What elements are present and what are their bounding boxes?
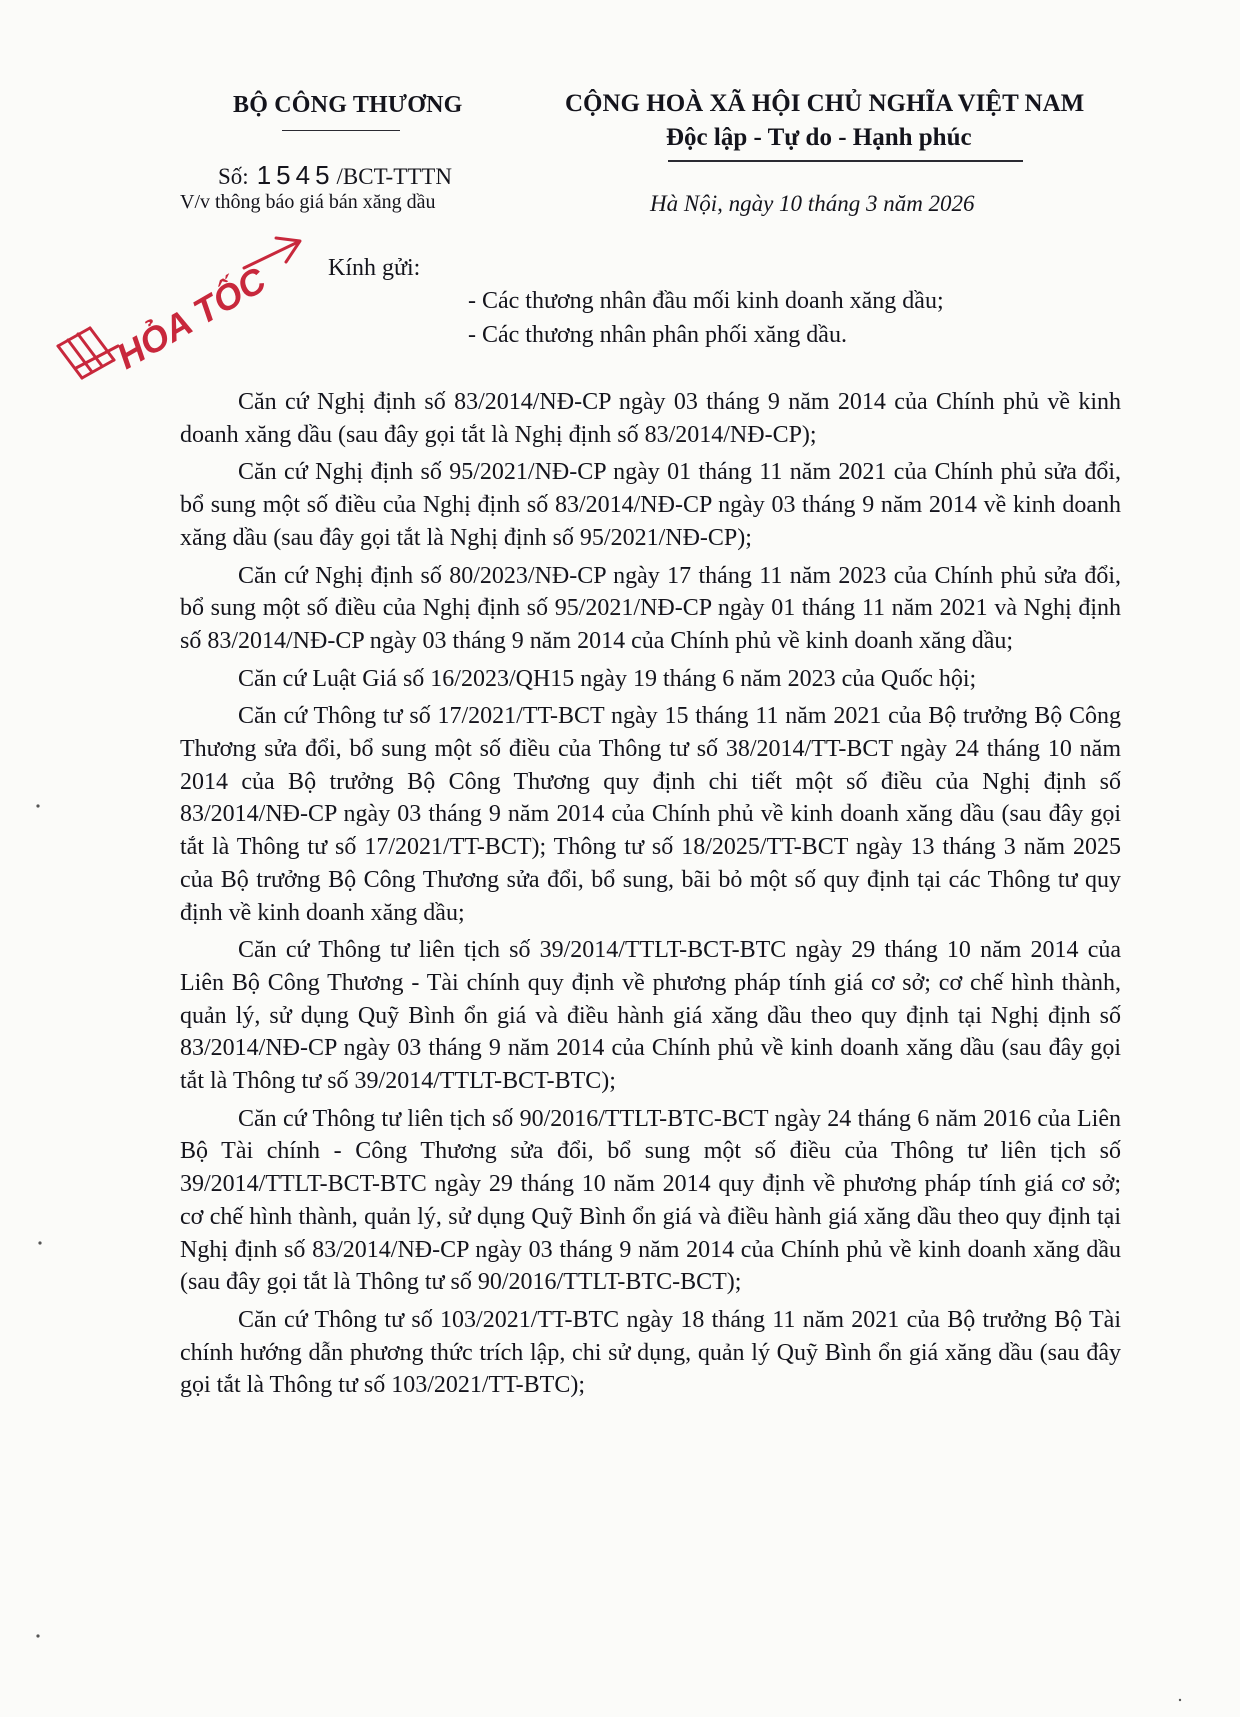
doc-number-value: 1545 [256, 160, 335, 190]
document-number [218, 160, 452, 191]
recipient-item: - Các thương nhân đầu mối kinh doanh xăng dầu; [468, 288, 944, 314]
motto-underline [668, 160, 1023, 162]
agency-underline [282, 130, 400, 131]
legal-basis-paragraph: Căn cứ Thông tư liên tịch số 39/2014/TTLT-BCT-BTC ngày 29 tháng 10 năm 2014 của Liên Bộ Công Thương - Tài chính quy định về phương pháp tính giá cơ sở; cơ chế hình thành, quản lý, sử dụng Quỹ Bình ổn giá và điều hành giá xăng dầu theo quy định tại Nghị định số 83/2014/NĐ-CP ngày 03 tháng 9 năm 2014 của Chính phủ về kinh doanh xăng dầu (sau đây gọi tắt là Thông tư số 39/2014/TTLT-BCT-BTC); [180, 937, 1121, 1095]
legal-basis-paragraph: Căn cứ Nghị định số 83/2014/NĐ-CP ngày 03 tháng 9 năm 2014 của Chính phủ về kinh doanh xăng dầu (sau đây gọi tắt là Nghị định số 83/2014/NĐ-CP); [180, 389, 1121, 448]
issuing-agency: BỘ CÔNG THƯƠNG [233, 92, 463, 118]
document-body [180, 386, 1121, 1407]
legal-basis-paragraph: Căn cứ Nghị định số 80/2023/NĐ-CP ngày 17 tháng 11 năm 2023 của Chính phủ sửa đổi, bổ sung một số điều của Nghị định số 95/2021/NĐ-CP ngày 01 tháng 11 năm 2021 và Nghị định số 83/2014/NĐ-CP ngày 03 tháng 9 năm 2014 của Chính phủ về kinh doanh xăng dầu; [180, 562, 1121, 654]
stamp-label: HỎA TỐC [109, 259, 273, 377]
legal-basis-paragraph: Căn cứ Luật Giá số 16/2023/QH15 ngày 19 tháng 6 năm 2023 của Quốc hội; [238, 665, 977, 692]
salutation: Kính gửi: [328, 255, 421, 281]
recipient-item: - Các thương nhân phân phối xăng dầu. [468, 322, 847, 348]
place-and-date: Hà Nội, ngày 10 tháng 3 năm 2026 [650, 191, 975, 216]
legal-basis-paragraph: Căn cứ Nghị định số 95/2021/NĐ-CP ngày 01 tháng 11 năm 2021 của Chính phủ sửa đổi, bổ sung một số điều của Nghị định số 83/2014/NĐ-CP ngày 03 tháng 9 năm 2014 về kinh doanh xăng dầu (sau đây gọi tắt là Nghị định số 95/2021/NĐ-CP); [180, 459, 1121, 551]
doc-number-suffix: /BCT-TTTN [336, 164, 452, 189]
document-subject: V/v thông báo giá bán xăng dầu [180, 191, 436, 213]
national-motto: Độc lập - Tự do - Hạnh phúc [666, 124, 972, 151]
legal-basis-paragraph: Căn cứ Thông tư số 103/2021/TT-BTC ngày 18 tháng 11 năm 2021 của Bộ trưởng Bộ Tài chính hướng dẫn phương thức trích lập, chi sử dụng, quản lý Quỹ Bình ổn giá xăng dầu (sau đây gọi tắt là Thông tư số 103/2021/TT-BTC); [180, 1306, 1121, 1399]
legal-basis-paragraph: Căn cứ Thông tư số 17/2021/TT-BCT ngày 15 tháng 11 năm 2021 của Bộ trưởng Bộ Công Thương sửa đổi, bổ sung một số điều của Thông tư số 38/2014/TT-BCT ngày 24 tháng 10 năm 2014 của Bộ trưởng Bộ Công Thương quy định chi tiết một số điều của Nghị định số 83/2014/NĐ-CP ngày 03 tháng 9 năm 2014 của Chính phủ về kinh doanh xăng dầu (sau đây gọi tắt là Thông tư số 17/2021/TT-BCT); Thông tư số 18/2025/TT-BCT ngày 13 tháng 3 năm 2025 của Bộ trưởng Bộ Công Thương sửa đổi, bổ sung, bãi bỏ một số quy định tại các Thông tư quy định về kinh doanh xăng dầu; [180, 703, 1121, 926]
legal-basis-paragraph: Căn cứ Thông tư liên tịch số 90/2016/TTLT-BTC-BCT ngày 24 tháng 6 năm 2016 của Liên Bộ Tài chính - Công Thương sửa đổi, bổ sung một số điều của Thông tư liên tịch số 39/2014/TTLT-BCT-BTC ngày 29 tháng 10 năm 2014 quy định về phương pháp tính giá cơ sở; cơ chế hình thành, quản lý, sử dụng Quỹ Bình ổn giá và điều hành giá xăng dầu theo quy định tại Nghị định số 83/2014/NĐ-CP ngày 03 tháng 9 năm 2014 của Chính phủ về kinh doanh xăng dầu (sau đây gọi tắt là Thông tư số 90/2016/TTLT-BTC-BCT); [180, 1105, 1121, 1296]
doc-number-prefix: Số: [218, 164, 249, 189]
republic-title: CỘNG HOÀ XÃ HỘI CHỦ NGHĨA VIỆT NAM [565, 90, 1085, 117]
